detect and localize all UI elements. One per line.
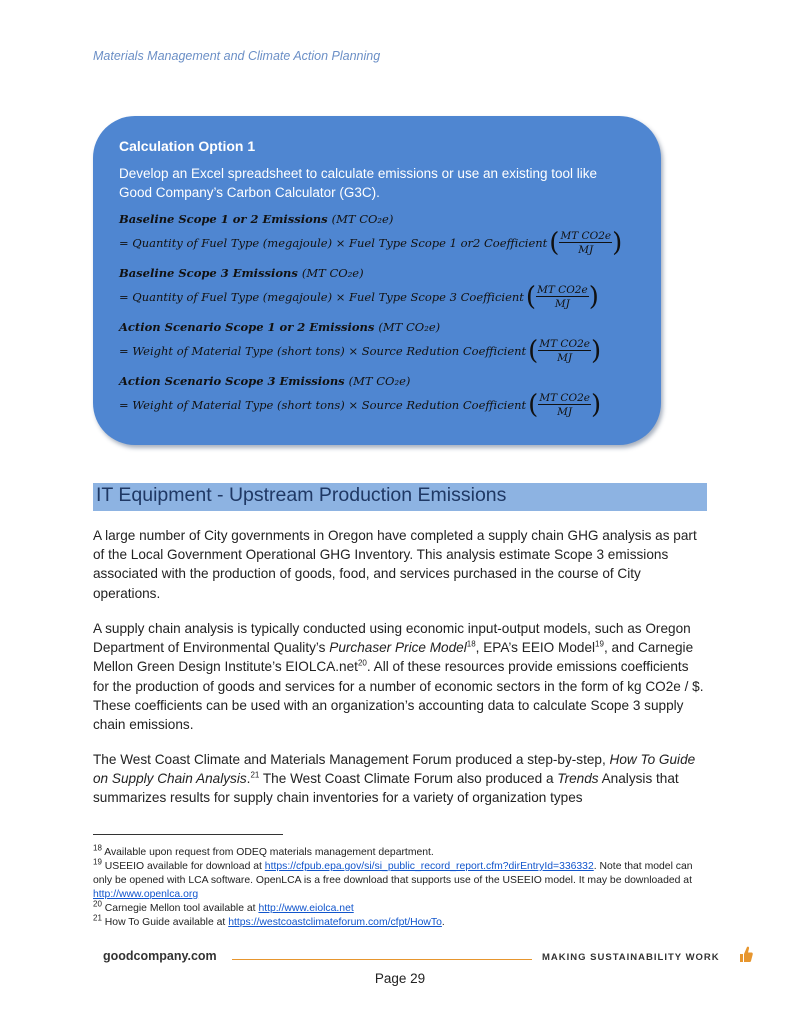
equation-fraction: ( $\frac{\text{MT CO2e}}{MJ}$ ) [549, 228, 623, 258]
footnote-18: $^{18}$ Available upon request from ODEQ materials management department. [93, 843, 434, 858]
footer-site: goodcompany.com [103, 949, 217, 963]
paragraph-supply-chain-intro: A large number of City governments in Oregon have completed a supply chain GHG analysis as part of the Local Government Operational GHG Inventory. This analysis estimate Scope 3 emissions associated with the production of goods, food, and services purchased in the course of City operations. [93, 528, 697, 601]
footnote-ref[interactable]: 20 [357, 658, 367, 668]
footnote-20: $^{20}$ Carnegie Mellon tool available at http://www.eiolca.net [93, 899, 354, 914]
fraction-numerator: MT CO2e [537, 284, 588, 296]
eiolca-link[interactable]: http://www.eiolca.net [258, 903, 354, 914]
equation-unit: (MT CO₂e) [378, 320, 441, 334]
fraction-numerator: MT CO2e [560, 230, 612, 242]
equation-unit: (MT CO₂e) [331, 212, 394, 226]
footnote-19: $^{19}$ USEEIO available for download at https://cfpub.epa.gov/si/si_public_record_report.cfm?dirEntryId=336332. Note that model can only be opened with LCA software. OpenLCA is a free download that supports use of the USEEIO model. It may be downloaded at http://www.openlca.org [93, 857, 693, 900]
equation-fraction: ( $\frac{\text{MT CO2e}}{MJ}$ ) [528, 390, 602, 420]
footnote-ref[interactable]: 19 [595, 639, 604, 649]
thumbs-up-icon [739, 945, 753, 963]
equation-unit: (MT CO₂e) [301, 266, 364, 280]
useeio-link[interactable]: https://cfpub.epa.gov/si/si_public_record_report.cfm?dirEntryId=336332 [264, 861, 594, 872]
equation-formula: = Weight of Material Type (short tons) × Source Redution Coefficient [119, 344, 527, 358]
footnote-divider [93, 834, 283, 835]
paragraph-west-coast-forum: The West Coast Climate and Materials Management Forum produced a step-by-step, How To Guide on Supply Chain Analysis.$^{21}$ The West Coast Climate Forum also produced a Trends Analysis that summarizes results for supply chain inventories for a variety of organization types [93, 752, 696, 806]
equation-unit: (MT CO₂e) [348, 374, 411, 388]
equation-formula: = Quantity of Fuel Type (megajoule) × Fuel Type Scope 1 or2 Coefficient [119, 236, 548, 250]
footnote-ref[interactable]: 21 [250, 770, 260, 780]
section-heading: IT Equipment - Upstream Production Emissions [96, 484, 507, 506]
fraction-denominator: MJ [554, 298, 570, 310]
fraction-denominator: MJ [557, 352, 573, 364]
equation-block [119, 264, 633, 312]
equation-block [119, 210, 633, 258]
fraction-numerator: MT CO2e [539, 392, 590, 404]
openlca-link[interactable]: http://www.openlca.org [93, 889, 199, 900]
fraction-numerator: MT CO2e [539, 338, 590, 350]
equation-formula: = Weight of Material Type (short tons) × Source Redution Coefficient [119, 398, 527, 412]
equation-title: Action Scenario Scope 1 or 2 Emissions [119, 320, 375, 334]
equation-fraction: ( $\frac{\text{MT CO2e}}{MJ}$ ) [528, 336, 602, 366]
calculation-callout [93, 116, 661, 445]
fraction-denominator: MJ [557, 406, 573, 418]
callout-intro: Develop an Excel spreadsheet to calculate emissions or use an existing tool like Good Company’s Carbon Calculator (G3C). [119, 166, 598, 200]
footer-divider [232, 959, 532, 960]
equation-block [119, 372, 633, 420]
callout-title: Calculation Option 1 [119, 138, 256, 154]
equation-title: Action Scenario Scope 3 Emissions [119, 374, 345, 388]
footnote-ref[interactable]: 18 [466, 639, 476, 649]
fraction-denominator: MJ [578, 244, 594, 256]
equation-fraction: ( $\frac{\text{MT CO2e}}{MJ}$ ) [525, 282, 599, 312]
footnote-21: $^{21}$ How To Guide available at https://westcoastclimateforum.com/cfpt/HowTo. [93, 913, 445, 928]
howto-guide-link[interactable]: https://westcoastclimateforum.com/cfpt/HowTo [228, 917, 442, 928]
equation-title: Baseline Scope 1 or 2 Emissions [119, 212, 328, 226]
footer-tagline: MAKING SUSTAINABILITY WORK [542, 952, 720, 963]
equation-title: Baseline Scope 3 Emissions [119, 266, 298, 280]
equation-block [119, 318, 633, 366]
footnotes [93, 843, 707, 930]
page-number: Page 29 [374, 971, 426, 986]
paragraph-io-models: A supply chain analysis is typically conducted using economic input-output models, such as Oregon Department of Environmental Quality’s Purchaser Price Model$^{18}$, EPA’s EEIO Model$^{19}$, and Carnegie Mellon Green Design Institute’s EIOLCA.net$^{20}$. All of these resources provide emissions coefficients for the production of goods and services for a number of economic sectors in the form of kg CO2e / $. These coefficients can be used with an organization’s accounting data to calculate Scope 3 supply chain emissions. [93, 621, 704, 733]
running-header: Materials Management and Climate Action Planning [93, 49, 381, 63]
equation-formula: = Quantity of Fuel Type (megajoule) × Fuel Type Scope 3 Coefficient [119, 290, 524, 304]
